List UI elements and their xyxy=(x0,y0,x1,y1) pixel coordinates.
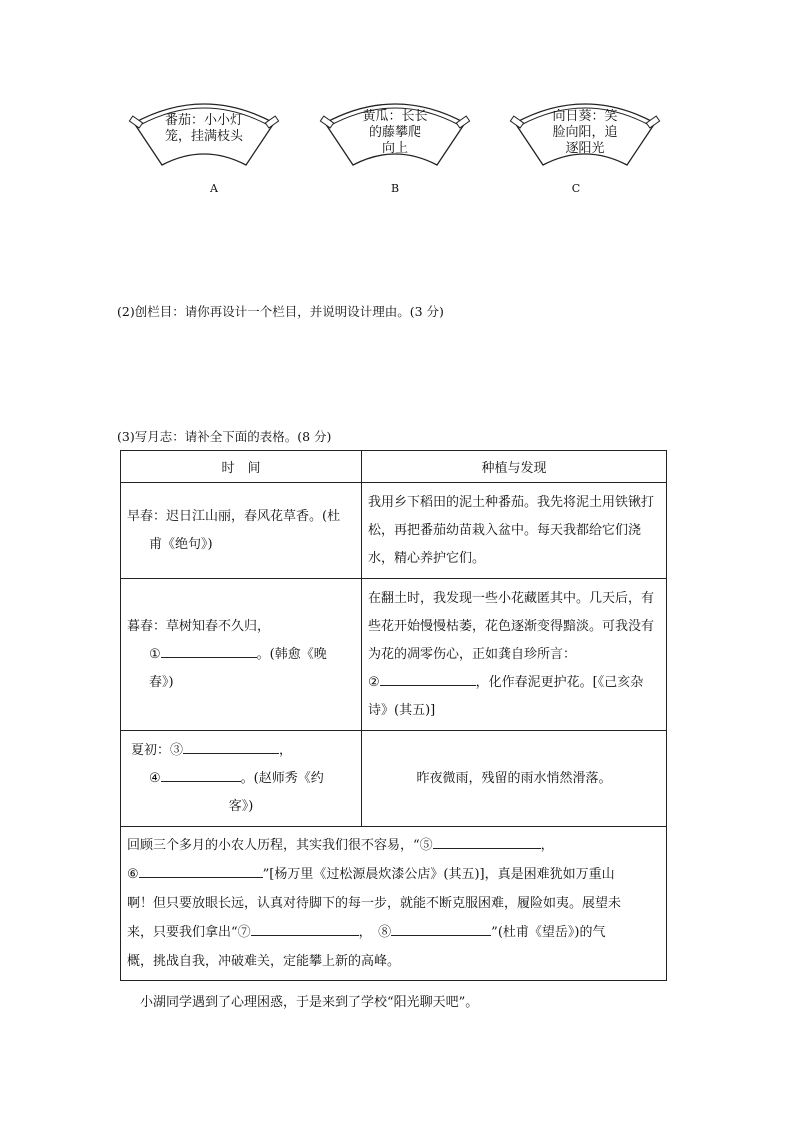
blank-number: ② xyxy=(368,674,380,690)
fan-line: 黄瓜：长长 xyxy=(362,109,428,124)
answer-blank-4[interactable] xyxy=(161,767,241,782)
fan-label-b: B xyxy=(390,182,400,195)
fan-label-a: A xyxy=(210,182,218,195)
blank-number: ⑥ xyxy=(127,867,139,882)
table-row xyxy=(121,579,667,731)
fan-line: 笼，挂满枝头 xyxy=(164,129,243,144)
cell-text: 来，只要我们拿出“⑦ xyxy=(127,925,251,940)
cell-line xyxy=(127,860,660,889)
fan-card-b xyxy=(319,93,471,173)
planting-cell: 昨夜微雨，残留的雨水悄然滑落。 xyxy=(362,731,667,827)
cell-text: 在翻土时，我发现一些小花藏匿其中。几天后，有些花开始慢慢枯萎，花色逐渐变得黯淡。可我没有为花的凋零伤心，正如龚自珍所言： xyxy=(368,590,655,662)
blank-number: ① xyxy=(149,646,161,662)
time-cell xyxy=(121,579,362,731)
cell-text: 夏初：③ xyxy=(131,742,184,758)
cell-text: 。(赵师秀《约 xyxy=(240,770,324,786)
planting-cell: 我用乡下稻田的泥土种番茄。我先将泥土用铁锹打松，再把番茄幼苗栽入盆中。每天我都给它们浇水，精心养护它们。 xyxy=(362,483,667,579)
time-cell xyxy=(121,483,362,579)
cell-text: 回顾三个多月的小农人历程，其实我们很不容易，“⑤ xyxy=(127,838,433,853)
summary-cell xyxy=(121,827,667,981)
cell-text: ，化作春泥更护花。[《己亥杂 xyxy=(475,674,644,690)
table-header-row xyxy=(121,451,667,483)
cell-line xyxy=(127,918,660,947)
cell-line xyxy=(368,669,660,697)
cell-line xyxy=(127,765,355,793)
cell-text: ”[杨万里《过松源晨炊漆公店》(其五)]，真是困难犹如万重山 xyxy=(262,867,615,882)
answer-blank-2[interactable] xyxy=(380,671,476,686)
cell-text: 。(韩愈《晚 xyxy=(256,646,327,662)
question-2: (2)创栏目：请你再设计一个栏目，并说明设计理由。(3 分) xyxy=(117,304,444,319)
cell-line xyxy=(127,831,660,860)
cell-text: 概，挑战自我，冲破难关，定能攀上新的高峰。 xyxy=(127,954,401,969)
cell-text: ”(杜甫《望岳》)的气 xyxy=(491,925,606,940)
table-row xyxy=(121,827,667,981)
cell-text: 早春：迟日江山丽，春风花草香。(杜 xyxy=(127,508,341,524)
cell-text: 暮春：草树知春不久归， xyxy=(127,618,271,634)
answer-blank-5[interactable] xyxy=(433,834,541,849)
fan-line: 逐阳光 xyxy=(565,141,605,156)
cell-text: ， ⑧ xyxy=(358,925,392,940)
answer-blank-6[interactable] xyxy=(139,863,263,878)
fan-card-a xyxy=(128,93,280,173)
question-3: (3)写月志：请补全下面的表格。(8 分) xyxy=(117,429,332,444)
cell-text: 诗》(其五)] xyxy=(368,702,436,718)
closing-paragraph: 小湖同学遇到了心理困惑，于是来到了学校“阳光聊天吧”。 xyxy=(140,995,479,1010)
blank-number: ④ xyxy=(149,770,161,786)
answer-blank-7[interactable] xyxy=(251,921,359,936)
cell-text: 客》) xyxy=(228,798,254,814)
answer-blank-3[interactable] xyxy=(183,739,279,754)
planting-cell xyxy=(362,579,667,731)
fan-line: 的藤攀爬 xyxy=(368,125,421,140)
fan-line: 脸向阳，追 xyxy=(552,125,618,140)
fan-line: 向日葵：笑 xyxy=(552,109,618,124)
answer-blank-1[interactable] xyxy=(161,643,257,658)
fan-label-c: C xyxy=(571,182,581,195)
cell-line xyxy=(127,641,355,669)
cell-line xyxy=(127,737,355,765)
cell-text: ， xyxy=(540,838,554,853)
monthly-log-table xyxy=(120,450,667,981)
cell-text: 啊！但只要放眼长远，认真对待脚下的每一步，就能不断克服困难，履险如夷。展望未 xyxy=(127,896,622,911)
time-cell xyxy=(121,731,362,827)
table-row xyxy=(121,483,667,579)
header-time: 时 间 xyxy=(121,451,362,483)
table-row xyxy=(121,731,667,827)
cell-text: 甫《绝句》) xyxy=(149,536,213,552)
fan-line: 番茄：小小灯 xyxy=(164,113,243,128)
cell-text: ， xyxy=(279,742,293,758)
fan-line: 向上 xyxy=(381,141,408,156)
fan-card-c xyxy=(509,93,661,173)
header-planting: 种植与发现 xyxy=(362,451,667,483)
cell-text: 春》) xyxy=(149,674,174,690)
answer-blank-8[interactable] xyxy=(391,921,491,936)
